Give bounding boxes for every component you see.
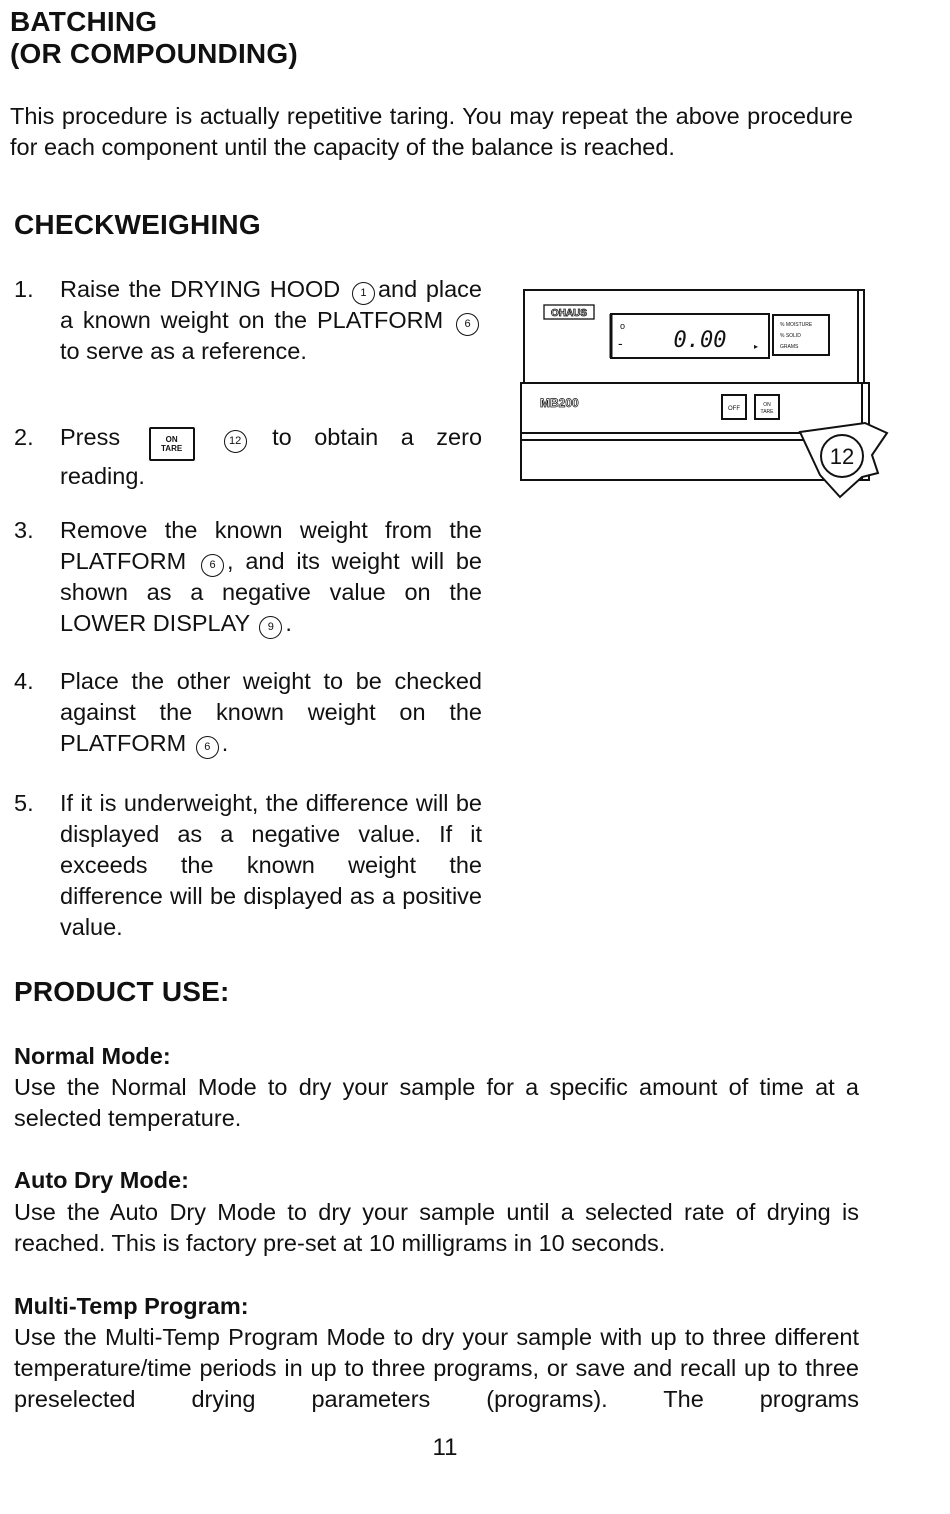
on-tare-key-icon	[149, 427, 195, 461]
step-text-part: and place a known weight on the PLATFORM	[60, 276, 483, 333]
callout-ref-icon: 6	[196, 736, 219, 759]
normal-mode-heading: Normal Mode:	[14, 1043, 171, 1069]
callout-ref-icon: 6	[201, 554, 224, 577]
step-text	[60, 666, 482, 759]
step-text: If it is underweight, the difference will be displayed as a negative value. If it exceeds the known weight the difference will be displayed as a positive value.	[60, 790, 482, 940]
product-use-heading: PRODUCT USE:	[14, 976, 230, 1007]
callout-ref-icon: 12	[224, 430, 247, 453]
model-label: MB200	[540, 396, 579, 410]
key-label: ON	[165, 435, 178, 444]
unit-label: % SOLID	[780, 333, 801, 339]
step-text-part: Press	[60, 424, 121, 450]
checkweighing-heading: CHECKWEIGHING	[14, 209, 261, 240]
step-number: 3.	[14, 517, 34, 543]
page-number: 11	[432, 1434, 458, 1461]
batching-heading-line1: BATCHING	[10, 6, 158, 37]
batching-body: This procedure is actually repetitive taring. You may repeat the above procedure for each component until the capacity of the balance is reached.	[10, 103, 853, 160]
step-text-part: to obtain a zero reading.	[60, 424, 483, 489]
svg-text:▸: ▸	[754, 342, 759, 351]
unit-label: % MOISTURE	[780, 322, 813, 328]
callout-number: 12	[829, 444, 855, 469]
multi-temp-heading: Multi-Temp Program:	[14, 1293, 249, 1319]
key-label: TARE	[161, 444, 183, 453]
auto-dry-mode-body: Use the Auto Dry Mode to dry your sample until a selected rate of drying is reached. This is factory pre-set at 10 milligrams in 10 seconds.	[14, 1199, 859, 1256]
step-text-part: Place the other weight to be checked against the known weight on the PLATFORM	[60, 668, 482, 756]
brand-logo: OHAUS	[550, 308, 588, 319]
step-text	[60, 515, 482, 639]
normal-mode-body: Use the Normal Mode to dry your sample for a specific amount of time at a selected temperature.	[14, 1074, 859, 1131]
balance-illustration	[510, 285, 890, 505]
step-text-part: Remove the known weight from the PLATFORM	[60, 517, 482, 574]
step-text-part: .	[221, 730, 229, 756]
step-text	[60, 274, 482, 367]
svg-text:-: -	[618, 335, 623, 351]
display-readout: 0.00	[673, 328, 727, 353]
on-key-label: ON	[763, 402, 771, 408]
step-number: 4.	[14, 668, 34, 694]
svg-text:o: o	[620, 321, 626, 331]
step-text-part: , and its weight will be shown as a negative value on the LOWER DISPLAY	[60, 548, 482, 636]
callout-ref-icon: 9	[259, 616, 282, 639]
callout-ref-icon: 6	[456, 313, 479, 336]
batching-heading	[10, 6, 298, 70]
multi-temp-body: Use the Multi-Temp Program Mode to dry your sample with up to three different temperature/time periods in up to three programs, or save and recall up to three preselected drying parameters (programs). The programs	[14, 1324, 859, 1412]
step-text-part: .	[285, 610, 292, 636]
callout-ref-icon: 1	[352, 282, 375, 305]
auto-dry-mode-heading: Auto Dry Mode:	[14, 1167, 189, 1193]
step-text-part: Raise the DRYING HOOD	[60, 276, 341, 302]
step-text-part: to serve as a reference.	[60, 338, 307, 364]
tare-key-label: TARE	[760, 409, 774, 415]
off-key-label: OFF	[728, 406, 740, 412]
step-text	[60, 422, 482, 492]
step-number: 1.	[14, 276, 34, 302]
unit-label: GRAMS	[780, 344, 799, 350]
step-number: 5.	[14, 790, 34, 816]
batching-heading-line2: (OR COMPOUNDING)	[10, 38, 298, 69]
step-number: 2.	[14, 424, 34, 450]
